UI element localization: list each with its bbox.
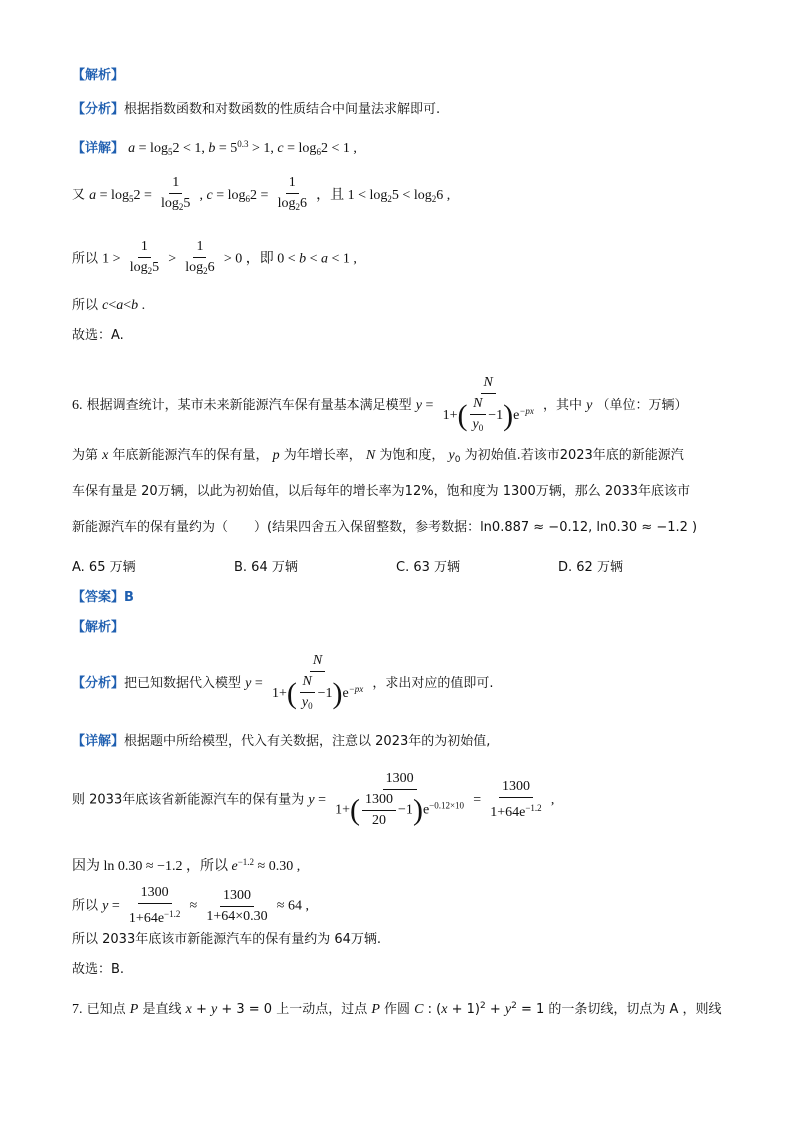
fraction: $\frac{1}{\log_26}$ [277, 175, 307, 212]
choice-a[interactable]: A. 65 万辆 [72, 560, 136, 575]
detail-line-6-5: 所以 2033年底该市新能源汽车的保有量约为 64万辆. [72, 932, 382, 947]
detail-line-6-4: 所以 y = $\frac{1300}{1+64e^{-1.2}}$ ≈ $\frac{1300}{1+64\times 0.30}$ ≈ 64 , [72, 885, 309, 926]
detail-line-3: 所以 1 > $\frac{1}{\log_25}$ > $\frac{1}{\log_26}$ > 0 ，即 0 < b < a < 1 , [72, 238, 357, 280]
fraction: $\frac{1300}{1+64\times 0.30}$ [206, 887, 268, 924]
detail-line-4: 所以 c<a<b . [72, 298, 146, 313]
q6-stem-line-2: 为第 x 年底新能源汽车的保有量， p 为年增长率， N 为饱和度， $y_0$ 为初始值.若该市2023年底的新能源汽 [72, 448, 684, 465]
xiangjie-line-6: 【详解】根据题中所给模型，代入有关数据，注意以 2023年的为初始值, [72, 734, 491, 749]
fenxi-line-5: 【分析】根据指数函数和对数函数的性质结合中间量法求解即可. [72, 102, 441, 117]
detail-line-2: 又 $a = \log_52$ = $\frac{1}{\log_25}$ , $c = \log_62$ = $\frac{1}{\log_26}$ ，且 $1 < \log_25 < \log_26$ , [72, 174, 450, 216]
fraction: $\frac{1}{\log_26}$ [185, 239, 215, 276]
q7-stem: 7. 已知点 P 是直线 x + y + 3 = 0 上一动点，过点 P 作圆 C : $(x + 1)^2 + y^2 = 1$ 的一条切线，切点为 A ，则线 [72, 1001, 722, 1017]
model-fraction: N 1+( $\frac{N}{y_0}$ $-1)e^{-px}$ [442, 375, 534, 433]
q6-stem-line-3: 车保有量是 20万辆，以此为初始值，以后每年的增长率为12%，饱和度为 1300万辆，那么 2033年底该市 [72, 484, 691, 499]
q6-stem-line-1: 6. 根据调查统计，某市未来新能源汽车保有量基本满足模型 y = N 1+( $\frac{N}{y_0}$ $-1)e^{-px}$ ，其中 y （单位：万辆） [72, 374, 688, 437]
jiexi-tag-5: 【解析】 [72, 68, 125, 83]
fraction: $\frac{1300}{1+64e^{-1.2}}$ [490, 779, 542, 820]
detail-expr-1: $a = \log_52 < 1$, $b = 5^{0.3} > 1$, $c = \log_62 < 1$ , [128, 139, 357, 157]
fraction: $\frac{1}{\log_25}$ [129, 239, 160, 276]
detail-line-6-3: 因为 ln 0.30 ≈ −1.2 ，所以 $e^{-1.2} \approx 0.30$ , [72, 857, 301, 874]
answer-6: 【答案】B [72, 590, 134, 605]
choice-d[interactable]: D. 62 万辆 [558, 560, 623, 575]
detail-line-6-2: 则 2033年底该省新能源汽车的保有量为 y = 1300 1+( $\frac{1300}{20}$ $-1)e^{-0.12\times 10}$ = $\frac{1300}{1+64e^{-1.2}}$ , [72, 771, 555, 828]
choice-b[interactable]: B. 64 万辆 [234, 560, 298, 575]
fraction: $\frac{1}{\log_25}$ [161, 175, 191, 212]
jiexi-tag-6: 【解析】 [72, 620, 125, 635]
fraction: $\frac{1300}{1+64e^{-1.2}}$ [128, 885, 181, 926]
choice-c[interactable]: C. 63 万辆 [396, 560, 461, 575]
guxuan-5: 故选：A. [72, 328, 124, 343]
xiangjie-line-5: 【详解】 $a = \log_52 < 1$, $b = 5^{0.3} > 1$, $c = \log_62 < 1$ , [72, 139, 357, 157]
guxuan-6: 故选：B. [72, 962, 125, 977]
fenxi-line-6: 【分析】把已知数据代入模型 y = N 1+( $\frac{N}{y_0}$ $-1)e^{-px}$ ，求出对应的值即可. [72, 652, 494, 715]
q6-stem-line-4: 新能源汽车的保有量约为（ ）(结果四舍五入保留整数，参考数据：ln0.887 ≈ −0.12, ln0.30 ≈ −1.2 ) [72, 520, 698, 535]
model-fraction: N 1+( $\frac{N}{y_0}$ $-1)e^{-px}$ [271, 653, 364, 711]
fraction: 1300 1+( $\frac{1300}{20}$ $-1)e^{-0.12\times 10}$ [335, 771, 465, 828]
